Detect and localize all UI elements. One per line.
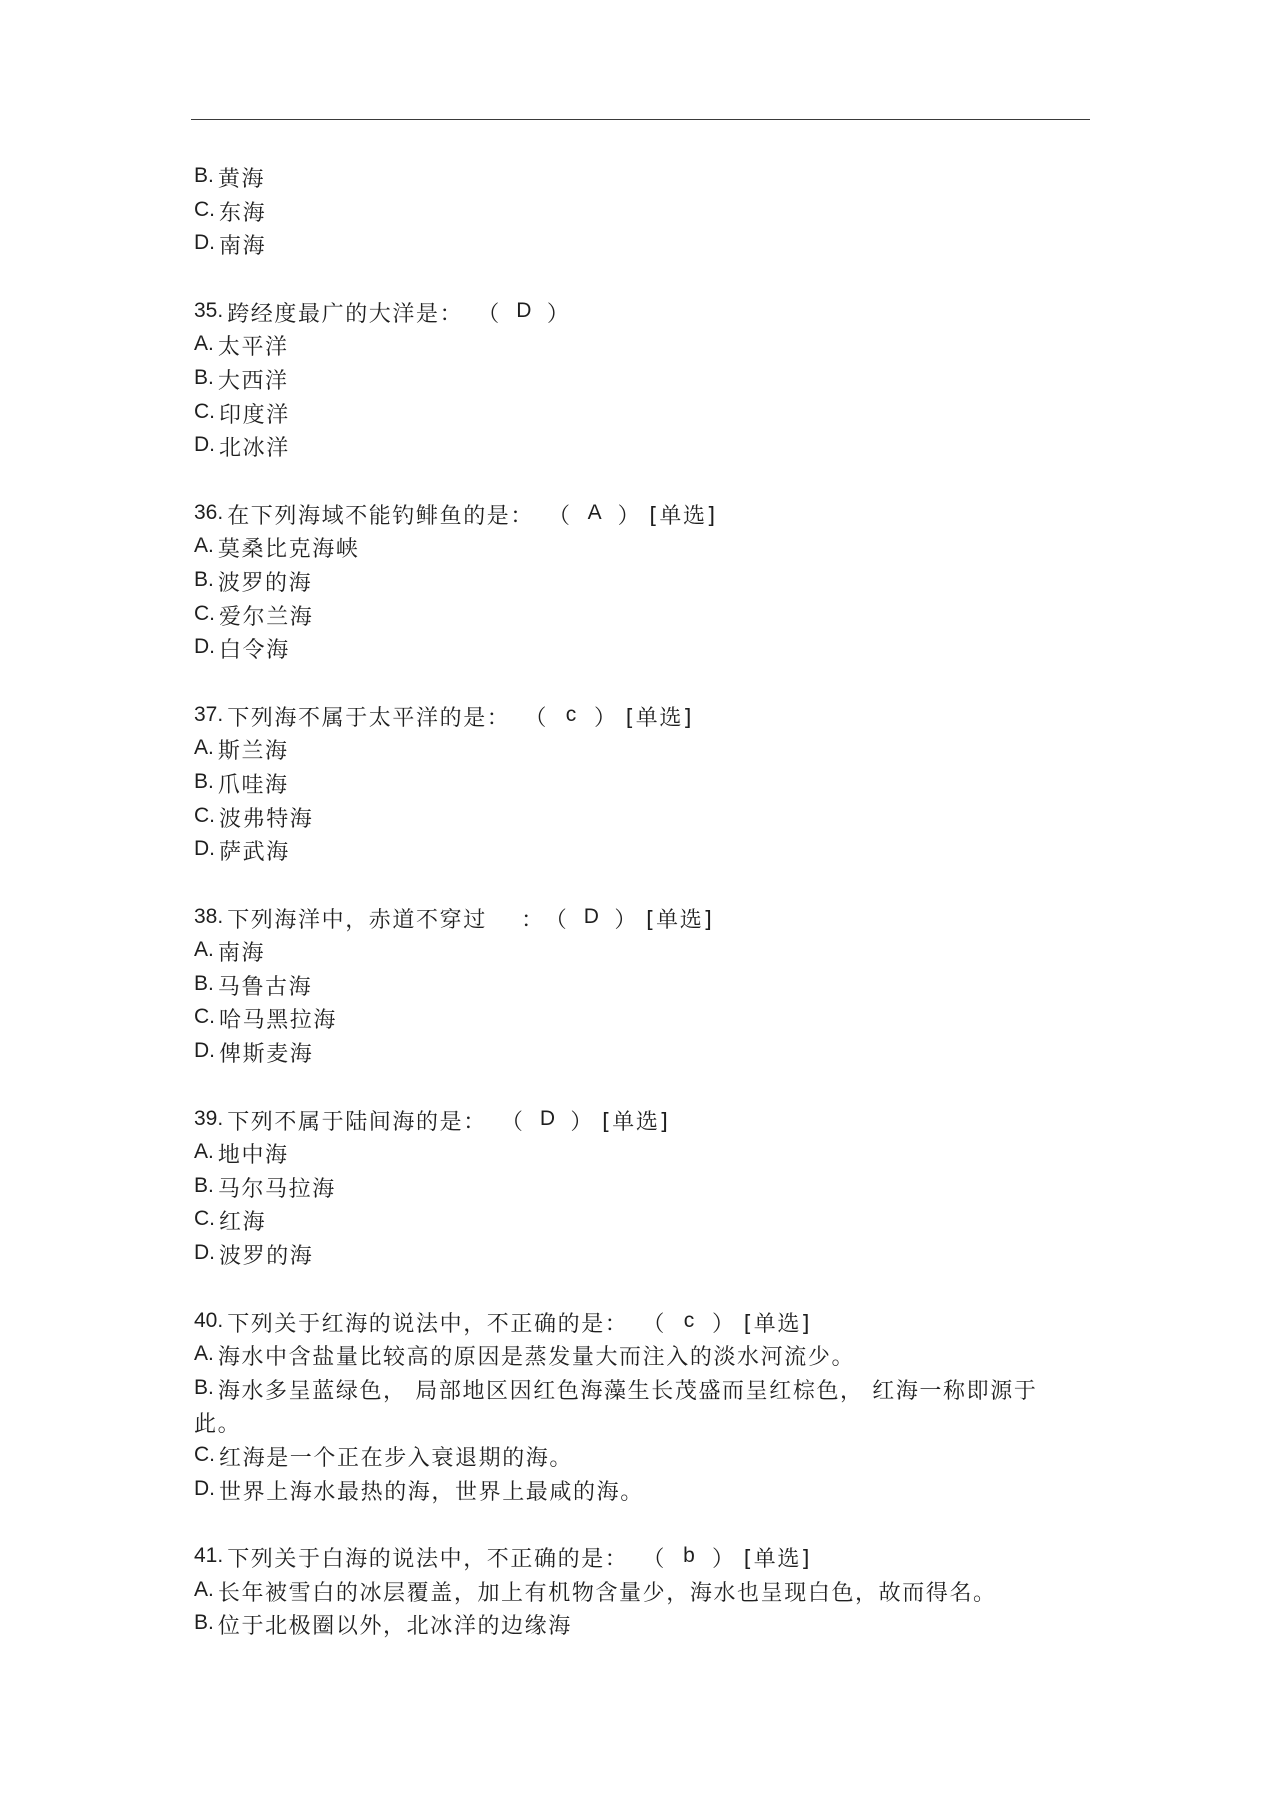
option-b: [194, 1375, 1090, 1409]
option-text: 莫桑比克海峡: [217, 537, 360, 563]
question-number: 37.: [194, 702, 224, 726]
answer-value: c: [683, 1308, 695, 1332]
answer-close-paren: ）: [594, 705, 618, 731]
option-label: B.: [194, 1611, 214, 1635]
answer-value: c: [565, 702, 577, 726]
option-text: 爪哇海: [217, 772, 289, 798]
option-a: [194, 1139, 1090, 1173]
answer-value: A: [587, 500, 602, 524]
question-stem-line: [194, 1308, 1090, 1342]
option-text: 南海: [217, 941, 266, 967]
answer-close-paren: ）: [712, 1311, 736, 1337]
option-label: D.: [194, 1039, 215, 1063]
answer-close-paren: ）: [614, 907, 638, 933]
question-39: [194, 1106, 1090, 1274]
option-text: 海水中含盐量比较高的原因是蒸发量大而注入的淡水河流少。: [217, 1345, 856, 1371]
question-stem-line: [194, 298, 1090, 332]
option-label: C.: [194, 1207, 215, 1231]
option-d: [194, 1240, 1090, 1274]
option-text: 波弗特海: [219, 806, 314, 832]
option-label: D.: [194, 433, 215, 457]
option-label: D.: [194, 837, 215, 861]
question-stem-line: [194, 1106, 1090, 1140]
option-label: A.: [194, 1342, 214, 1366]
option-text: 白令海: [219, 638, 290, 664]
option-label: B.: [194, 1173, 214, 1197]
option-label: B.: [194, 164, 214, 187]
question-stem-line: [194, 1543, 1090, 1577]
option-text: 印度洋: [219, 402, 290, 428]
option-text: 马鲁古海: [217, 974, 313, 1000]
answer-open-paren: （: [642, 1311, 667, 1337]
question-text: 在下列海域不能钓鲱鱼的是：: [227, 503, 535, 529]
option-label: A.: [194, 332, 214, 356]
question-number: 41.: [194, 1544, 224, 1568]
option-text: 大西洋: [217, 368, 289, 394]
answer-value: D: [583, 904, 599, 928]
answer-close-paren: ）: [570, 1109, 595, 1135]
option-text: 长年被雪白的冰层覆盖，加上有机物含量少，海水也呈现白色，故而得名。: [217, 1580, 997, 1606]
option-label: B.: [194, 971, 214, 995]
option-label: D.: [194, 231, 215, 255]
answer-open-paren: （: [642, 1547, 667, 1573]
option-label: A.: [194, 938, 214, 962]
answer-close-paren: ）: [617, 503, 642, 529]
question-type-tag: [单选]: [625, 705, 694, 731]
answer-open-paren: （: [500, 1109, 525, 1135]
question-number: 35.: [194, 298, 224, 322]
option-text: 南海: [219, 234, 267, 260]
option-c: [194, 803, 1090, 837]
option-c: [194, 1442, 1090, 1476]
option-label: A.: [194, 736, 214, 760]
question-type-tag: [单选]: [602, 1109, 670, 1135]
option-text-continuation: 此。: [194, 1412, 242, 1438]
option-b: [194, 365, 1090, 399]
header-rule: [191, 119, 1090, 120]
question-type-tag: [单选]: [646, 907, 714, 933]
option-text: 哈马黑拉海: [219, 1008, 338, 1034]
answer-close-paren: ）: [546, 301, 571, 327]
answer-close-paren: ）: [712, 1547, 736, 1573]
question-text: 下列关于白海的说法中，不正确的是：: [227, 1547, 629, 1573]
option-label: C.: [194, 601, 215, 625]
option-text: 爱尔兰海: [219, 604, 314, 630]
option-a: [194, 1577, 1090, 1611]
answer-open-paren: （: [524, 705, 549, 731]
question-list: [194, 163, 1090, 1644]
option-text: 地中海: [217, 1143, 289, 1169]
option-label: C.: [194, 1005, 215, 1029]
option-label: C.: [194, 399, 215, 423]
question-36: [194, 500, 1090, 668]
option-text: 波罗的海: [217, 570, 313, 596]
option-a: [194, 1341, 1090, 1375]
option-b: [194, 567, 1090, 601]
option-text: 东海: [219, 200, 267, 226]
question-stem-line: [194, 702, 1090, 736]
option-text: 北冰洋: [219, 436, 290, 462]
question-41: [194, 1543, 1090, 1644]
question-type-tag: [单选]: [649, 503, 717, 529]
option-text: 红海: [219, 1210, 267, 1236]
question-number: 38.: [194, 904, 224, 928]
option-c: [194, 399, 1090, 433]
option-text: 红海是一个正在步入衰退期的海。: [219, 1446, 574, 1471]
option-b-continuation: [194, 1408, 1090, 1442]
option-a: [194, 937, 1090, 971]
question-type-tag: [单选]: [743, 1311, 812, 1337]
option-text: 马尔马拉海: [217, 1176, 336, 1202]
question-text: 下列不属于陆间海的是：: [227, 1109, 487, 1135]
option-label: B.: [194, 567, 214, 591]
question-stem-line: [194, 500, 1090, 534]
option-b: [194, 1610, 1090, 1644]
question-text: 下列海洋中，赤道不穿过 ：: [227, 907, 545, 933]
option-label: C.: [194, 197, 215, 221]
option-c: [194, 197, 1090, 231]
answer-open-paren: （: [544, 907, 569, 933]
option-a: [194, 735, 1090, 769]
option-label: D.: [194, 1241, 215, 1265]
question-number: 39.: [194, 1106, 224, 1130]
option-text: 黄海: [217, 167, 266, 192]
answer-value: b: [683, 1544, 695, 1568]
option-c: [194, 1004, 1090, 1038]
question-text: 下列海不属于太平洋的是：: [227, 705, 511, 731]
option-label: D.: [194, 635, 215, 659]
question-34-continuation: [194, 163, 1090, 264]
option-a: [194, 533, 1090, 567]
option-text: 位于北极圈以外，北冰洋的边缘海: [217, 1614, 572, 1640]
question-40: [194, 1308, 1090, 1510]
option-label: B.: [194, 365, 214, 389]
option-a: [194, 331, 1090, 365]
option-b: [194, 163, 1090, 197]
question-type-tag: [单选]: [743, 1547, 812, 1573]
option-d: [194, 1476, 1090, 1510]
option-text: 波罗的海: [219, 1244, 314, 1270]
option-label: C.: [194, 1443, 215, 1466]
question-number: 40.: [194, 1308, 224, 1332]
option-label: A.: [194, 534, 214, 558]
question-38: [194, 904, 1090, 1072]
question-text: 下列关于红海的说法中，不正确的是：: [227, 1311, 629, 1337]
answer-open-paren: （: [477, 301, 501, 327]
option-c: [194, 601, 1090, 635]
answer-value: D: [516, 298, 532, 322]
option-text: 海水多呈蓝绿色， 局部地区因红色海藻生长茂盛而呈红棕色， 红海一称即源于: [217, 1378, 1038, 1404]
option-text: 太平洋: [217, 335, 289, 361]
option-text: 斯兰海: [217, 739, 289, 765]
option-text: 萨武海: [219, 840, 290, 866]
option-label: B.: [194, 769, 214, 793]
option-d: [194, 634, 1090, 668]
option-b: [194, 971, 1090, 1005]
answer-open-paren: （: [548, 503, 572, 529]
option-d: [194, 836, 1090, 870]
option-label: B.: [194, 1375, 214, 1399]
answer-value: D: [539, 1106, 555, 1130]
option-label: A.: [194, 1577, 214, 1601]
option-label: D.: [194, 1476, 215, 1500]
question-number: 36.: [194, 500, 224, 524]
option-d: [194, 432, 1090, 466]
option-label: C.: [194, 803, 215, 827]
option-label: A.: [194, 1140, 214, 1164]
option-text: 俾斯麦海: [219, 1042, 314, 1068]
option-c: [194, 1206, 1090, 1240]
option-d: [194, 1038, 1090, 1072]
option-d: [194, 230, 1090, 264]
option-text: 世界上海水最热的海，世界上最咸的海。: [219, 1479, 644, 1505]
question-35: [194, 298, 1090, 466]
option-b: [194, 1173, 1090, 1207]
question-37: [194, 702, 1090, 870]
question-text: 跨经度最广的大洋是：: [227, 301, 464, 327]
option-b: [194, 769, 1090, 803]
question-stem-line: [194, 904, 1090, 938]
